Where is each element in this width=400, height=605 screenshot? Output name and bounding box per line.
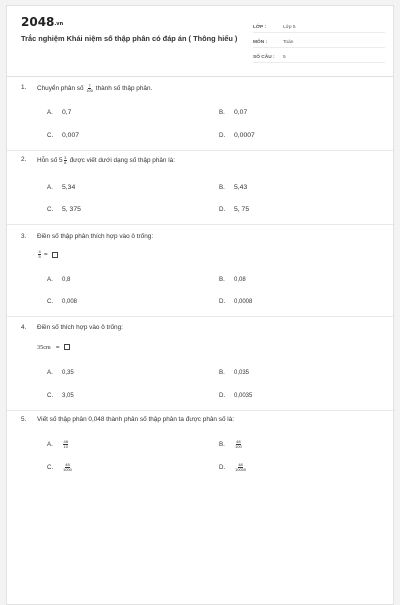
fraction [38, 250, 41, 259]
fraction-numerator: 48 [236, 439, 241, 444]
option-a[interactable] [47, 109, 71, 116]
option-letter: D. [219, 206, 226, 213]
option-b[interactable] [219, 276, 246, 283]
header-divider [7, 76, 393, 77]
option-letter: A. [47, 369, 53, 376]
logo-tld: .vn [54, 21, 64, 27]
option-letter: D. [219, 132, 226, 139]
option-letter: D. [219, 464, 226, 471]
option-letter: C. [47, 392, 54, 399]
question-expression [37, 250, 58, 259]
option-fraction [63, 463, 72, 472]
question-text: Điền số thập phân thích hợp vào ô trống: [37, 233, 154, 240]
question-text [37, 156, 175, 165]
option-b[interactable] [219, 440, 243, 449]
document-header [7, 6, 393, 76]
option-letter: C. [47, 132, 54, 139]
question-divider [7, 316, 395, 317]
fraction-denominator: 10000 [235, 467, 247, 472]
option-text: 0,08 [234, 276, 246, 283]
question-divider [7, 410, 395, 411]
fraction-denominator: 100 [235, 444, 242, 449]
question-number: 4. [21, 324, 27, 331]
option-text: 0,0035 [234, 392, 253, 399]
option-text: 3,05 [62, 392, 74, 399]
question-1 [7, 83, 395, 139]
fraction [64, 156, 67, 165]
option-d[interactable] [219, 206, 249, 213]
meta-panel [253, 18, 385, 63]
option-c[interactable] [47, 298, 77, 305]
meta-label: LỚP : [253, 25, 267, 30]
option-text: 0,35 [62, 369, 74, 376]
fraction-denominator: 10 [63, 444, 68, 449]
fraction-numerator: 48 [65, 462, 70, 467]
question-divider [7, 150, 395, 151]
option-letter: B. [219, 369, 225, 376]
fraction-denominator: 8 [64, 160, 67, 165]
mixed-number [59, 156, 68, 165]
document-title: Trắc nghiệm Khái niệm số thập phân có đáp án ( Thông hiểu ) [21, 34, 238, 43]
question-line [7, 324, 395, 334]
option-letter: B. [219, 184, 225, 191]
option-letter: B. [219, 441, 225, 448]
meta-value: Lớp 5 [283, 25, 296, 30]
option-letter: D. [219, 392, 226, 399]
option-text: 0,0007 [234, 132, 255, 139]
question-divider [7, 224, 395, 225]
option-letter: B. [219, 109, 225, 116]
question-expression [37, 344, 70, 351]
option-b[interactable] [219, 109, 247, 116]
option-letter: C. [47, 206, 54, 213]
option-d[interactable] [219, 132, 255, 139]
fraction-numerator: 48 [63, 439, 68, 444]
option-text: 5, 375 [62, 206, 81, 213]
option-a[interactable] [47, 184, 75, 191]
option-a[interactable] [47, 369, 74, 376]
fraction [86, 84, 93, 93]
fraction-denominator: 1000 [63, 467, 72, 472]
option-c[interactable] [47, 132, 79, 139]
fraction-denominator: 5 [38, 254, 41, 259]
question-line [7, 84, 395, 94]
meta-value: Toán [283, 40, 294, 45]
option-letter: A. [47, 109, 53, 116]
question-line [7, 233, 395, 243]
mixed-whole: 5 [59, 157, 63, 164]
equals-sign: = [55, 344, 60, 351]
option-text: 0,007 [62, 132, 80, 139]
option-text: 0,0008 [234, 298, 253, 305]
fraction-denominator: 100 [86, 88, 94, 93]
question-text [37, 84, 152, 93]
option-c[interactable] [47, 206, 81, 213]
option-d[interactable] [219, 463, 247, 472]
option-a[interactable] [47, 440, 69, 449]
option-letter: A. [47, 184, 53, 191]
question-text: Điền số thích hợp vào ô trống: [37, 324, 123, 331]
option-text: 0,8 [62, 276, 71, 283]
meta-row-subject [253, 33, 385, 48]
question-4 [7, 324, 395, 399]
option-text: 5,34 [62, 184, 76, 191]
question-5 [7, 416, 395, 472]
option-d[interactable] [219, 392, 252, 399]
question-number: 1. [21, 84, 27, 91]
fraction-numerator: 7 [88, 83, 91, 88]
option-c[interactable] [47, 392, 74, 399]
question-number: 2. [21, 156, 27, 163]
question-text-before: Chuyển phân số [37, 85, 84, 93]
option-text: 5, 75 [234, 206, 250, 213]
option-letter: A. [47, 441, 53, 448]
option-a[interactable] [47, 276, 70, 283]
option-c[interactable] [47, 463, 73, 472]
option-letter: C. [47, 464, 54, 471]
question-number: 5. [21, 416, 27, 423]
option-letter: C. [47, 298, 54, 305]
answer-box [52, 252, 58, 258]
option-text: 0,7 [62, 109, 72, 116]
meta-label: SỐ CÂU : [253, 55, 275, 60]
option-letter: B. [219, 276, 225, 283]
fraction-numerator: 48 [238, 462, 243, 467]
fraction-numerator: 4 [38, 249, 41, 254]
meta-row-count [253, 48, 385, 63]
document-sheet [6, 5, 394, 605]
equals-sign: = [43, 251, 48, 259]
question-number: 3. [21, 233, 27, 240]
option-d[interactable] [219, 298, 252, 305]
question-text-before: Hỗn số [37, 157, 58, 165]
question-line [7, 416, 395, 426]
expression-left: 35cm [37, 344, 51, 351]
meta-value: 5 [283, 55, 286, 60]
option-letter: D. [219, 298, 226, 305]
logo-main: 2048 [21, 15, 55, 29]
option-fraction [63, 440, 68, 449]
question-text: Viết số thập phân 0,048 thành phân số thập phân ta được phân số là: [37, 416, 235, 423]
answer-box [64, 344, 70, 350]
site-logo[interactable] [21, 15, 63, 29]
question-2 [7, 155, 395, 213]
question-line [7, 156, 395, 166]
option-text: 0,035 [234, 369, 250, 376]
option-text: 0,008 [62, 298, 78, 305]
meta-row-class [253, 18, 385, 33]
option-fraction [235, 463, 246, 472]
option-fraction [235, 440, 242, 449]
question-text-after: thành số thập phân. [95, 85, 153, 93]
option-b[interactable] [219, 184, 247, 191]
question-text-after: được viết dưới dạng số thập phân là: [69, 157, 176, 165]
option-letter: A. [47, 276, 53, 283]
option-text: 5,43 [234, 184, 248, 191]
meta-label: MÔN : [253, 40, 268, 45]
fraction-numerator: 3 [64, 155, 67, 160]
option-b[interactable] [219, 369, 249, 376]
question-3 [7, 233, 395, 305]
option-text: 0,07 [234, 109, 248, 116]
